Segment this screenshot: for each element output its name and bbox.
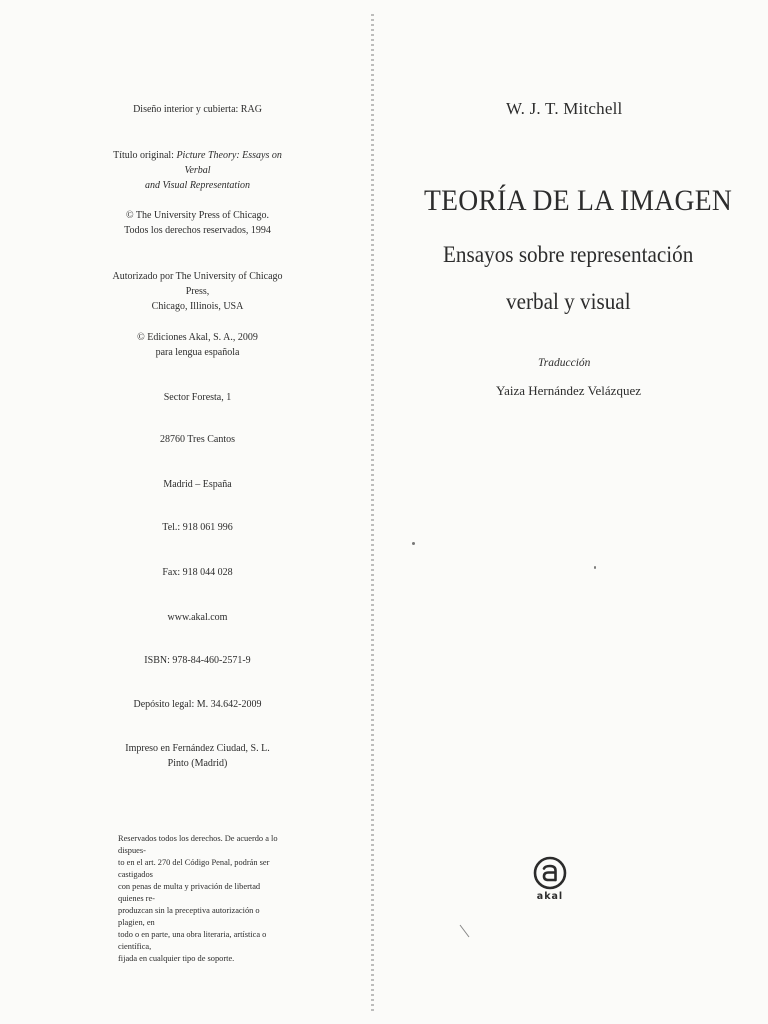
paper-speck	[412, 542, 415, 545]
title-page	[400, 0, 740, 1024]
translator-name: Yaiza Hernández Velázquez	[496, 383, 641, 398]
book-title: TEORÍA DE LA IMAGEN	[424, 184, 733, 217]
fax: Fax: 918 044 028	[162, 567, 233, 578]
design-credit: Diseño interior y cubierta: RAG	[133, 104, 262, 115]
akal-logo-icon	[533, 856, 567, 890]
authorization: Autorizado por The University of Chicago Press, Chicago, Illinois, USA	[112, 271, 283, 312]
isbn: ISBN: 978-84-460-2571-9	[144, 655, 251, 666]
book-gutter	[371, 14, 374, 1014]
legal-notice: Reservados todos los derechos. De acuerdo a lo dispues- to en el art. 270 del Código Penal, podrán ser castigados con penas de multa y privación de libertad quienes re- produzcan sin la preceptiva autorización o plagien, en todo o en parte, una obra literaria, artística o científica, fijada en cualquier tipo de soporte.	[118, 834, 278, 963]
postal-code: 28760 Tres Cantos	[159, 434, 235, 445]
translation-label: Traducción	[538, 357, 591, 369]
book-subtitle-line1: Ensayos sobre representación	[443, 242, 694, 267]
website: www.akal.com	[167, 612, 228, 623]
copyright-page	[110, 0, 310, 1024]
phone: Tel.: 918 061 996	[162, 522, 233, 533]
publisher-logo-word: akal	[536, 891, 564, 902]
paper-speck	[594, 566, 596, 569]
book-subtitle-line2: verbal y visual	[506, 289, 631, 314]
original-title: Título original: Picture Theory: Essays on Verbal and Visual Representation	[113, 150, 282, 191]
legal-deposit: Depósito legal: M. 34.642-2009	[133, 699, 262, 710]
address: Sector Foresta, 1	[163, 392, 232, 403]
author-name: W. J. T. Mitchell	[506, 99, 623, 118]
copyright-akal: © Ediciones Akal, S. A., 2009 para lengua española	[137, 332, 258, 358]
printer: Impreso en Fernández Ciudad, S. L. Pinto (Madrid)	[125, 743, 270, 769]
copyright-press: © The University Press of Chicago. Todos los derechos reservados, 1994	[124, 210, 271, 236]
publisher-logo	[528, 856, 572, 902]
pencil-mark	[458, 923, 472, 939]
city: Madrid – España	[163, 479, 232, 490]
